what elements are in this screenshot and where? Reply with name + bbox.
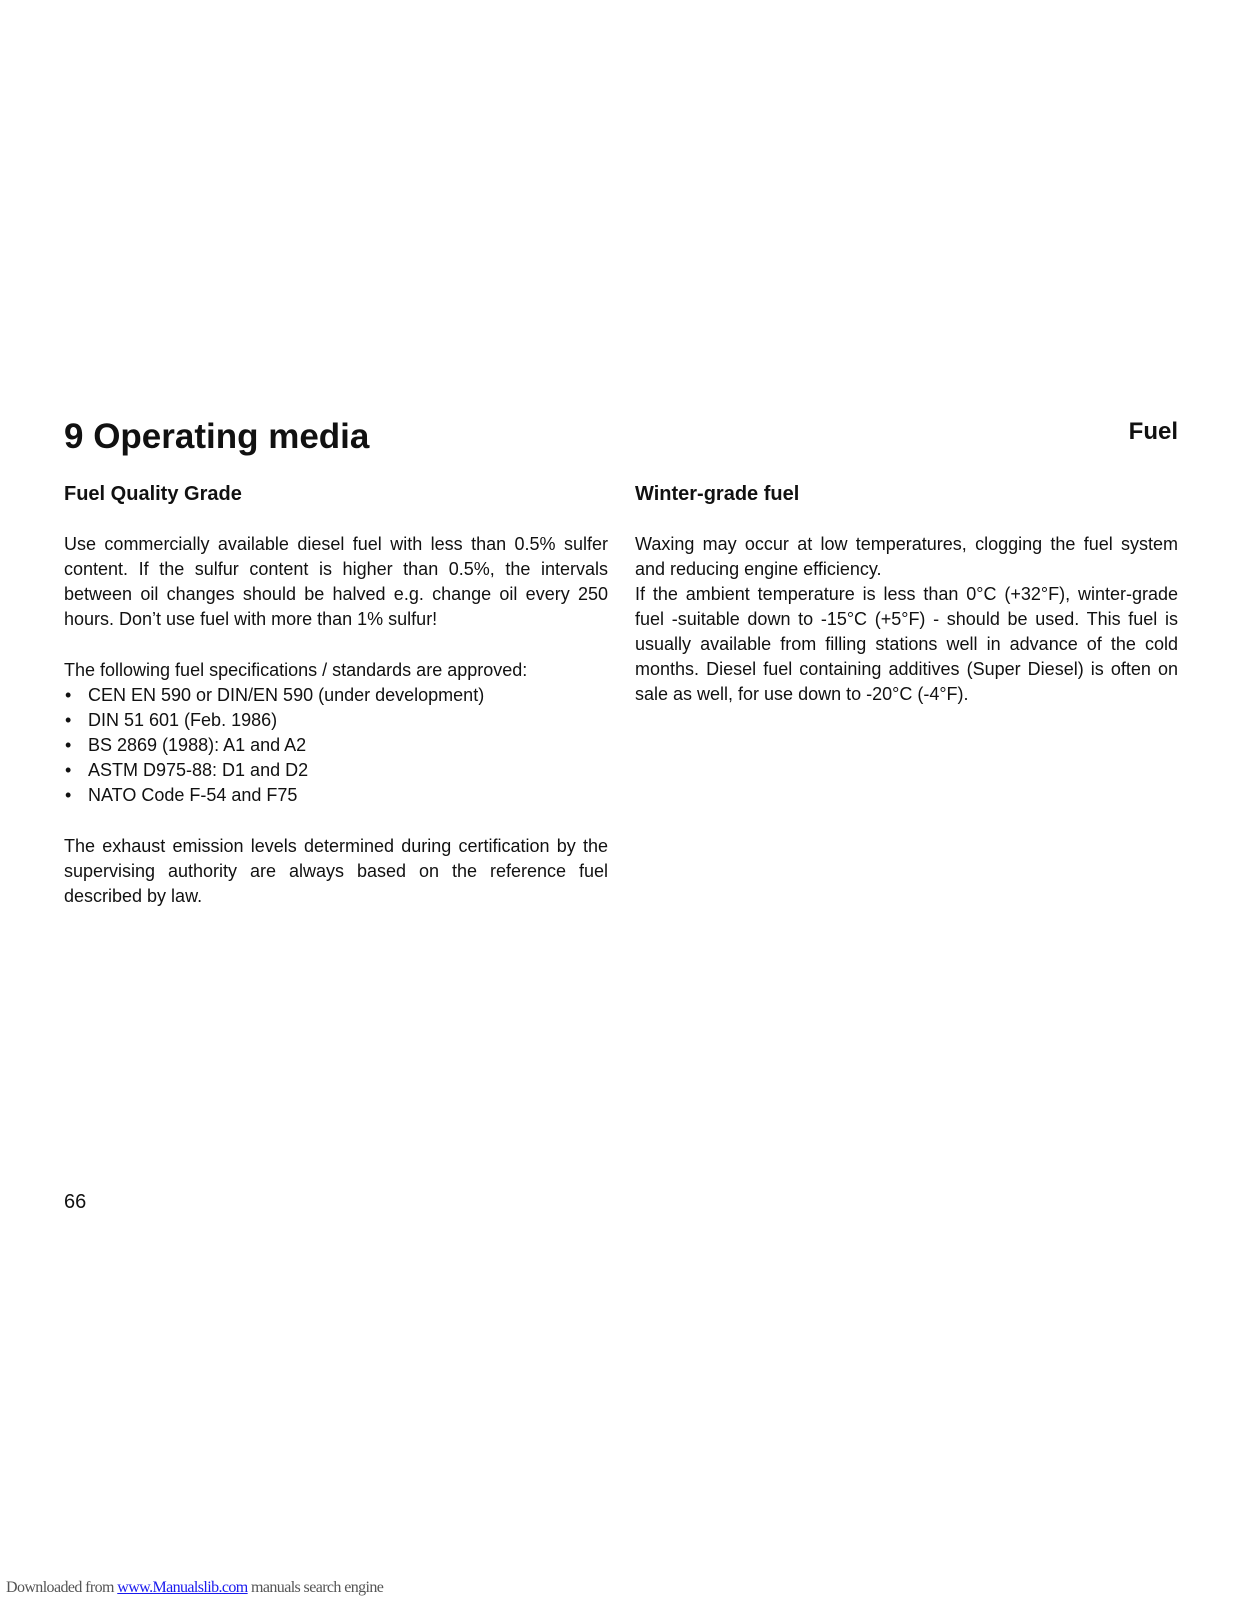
bullet-icon: • bbox=[65, 785, 72, 805]
manualslib-link[interactable]: www.Manualslib.com bbox=[117, 1579, 248, 1596]
left-column bbox=[64, 482, 608, 909]
section-label: Fuel bbox=[1128, 418, 1178, 445]
fuel-quality-paragraph: Use commercially available diesel fuel with less than 0.5% sulfer content. If the sulfur content is higher than 0.5%, the intervals between oil changes should be halved e.g. change oil every 250 hours. Don’t use fuel with more than 1% sulfur! bbox=[64, 534, 608, 629]
right-column bbox=[635, 482, 1178, 707]
bullet-icon: • bbox=[65, 735, 72, 755]
list-item bbox=[64, 783, 608, 808]
page-number: 66 bbox=[64, 1191, 87, 1213]
waxing-paragraph: Waxing may occur at low temperatures, clogging the fuel system and reducing engine efficiency. bbox=[635, 534, 1178, 579]
spec-list bbox=[64, 683, 608, 808]
spec-list-intro: The following fuel specifications / standards are approved: bbox=[64, 660, 528, 680]
spec-item-text: CEN EN 590 or DIN/EN 590 (under development) bbox=[88, 685, 485, 705]
list-item bbox=[64, 758, 608, 783]
bullet-icon: • bbox=[65, 760, 72, 780]
spec-item-text: ASTM D975-88: D1 and D2 bbox=[88, 760, 309, 780]
spec-item-text: NATO Code F-54 and F75 bbox=[88, 785, 298, 805]
winter-fuel-paragraph: If the ambient temperature is less than 0°C (+32°F), winter-grade fuel -suitable down to -15°C (+5°F) - should be used. This fuel is usually available from filling stations well in advance of the cold months. Diesel fuel containing additives (Super Diesel) is often on sale as well, for use down to -20°C (-4°F). bbox=[635, 584, 1178, 704]
footer-suffix: manuals search engine bbox=[247, 1579, 384, 1596]
bullet-icon: • bbox=[65, 710, 72, 730]
bullet-icon: • bbox=[65, 685, 72, 705]
chapter-title: 9 Operating media bbox=[64, 417, 370, 456]
list-item bbox=[64, 708, 608, 733]
footer-prefix: Downloaded from bbox=[6, 1579, 118, 1596]
download-footer bbox=[6, 1579, 383, 1597]
emission-paragraph: The exhaust emission levels determined during certification by the supervising authority are always based on the reference fuel described by law. bbox=[64, 836, 608, 906]
spec-item-text: DIN 51 601 (Feb. 1986) bbox=[88, 710, 278, 730]
fuel-quality-heading: Fuel Quality Grade bbox=[64, 483, 242, 505]
winter-fuel-heading: Winter-grade fuel bbox=[635, 483, 800, 505]
spec-item-text: BS 2869 (1988): A1 and A2 bbox=[88, 735, 307, 755]
list-item bbox=[64, 733, 608, 758]
list-item bbox=[64, 683, 608, 708]
